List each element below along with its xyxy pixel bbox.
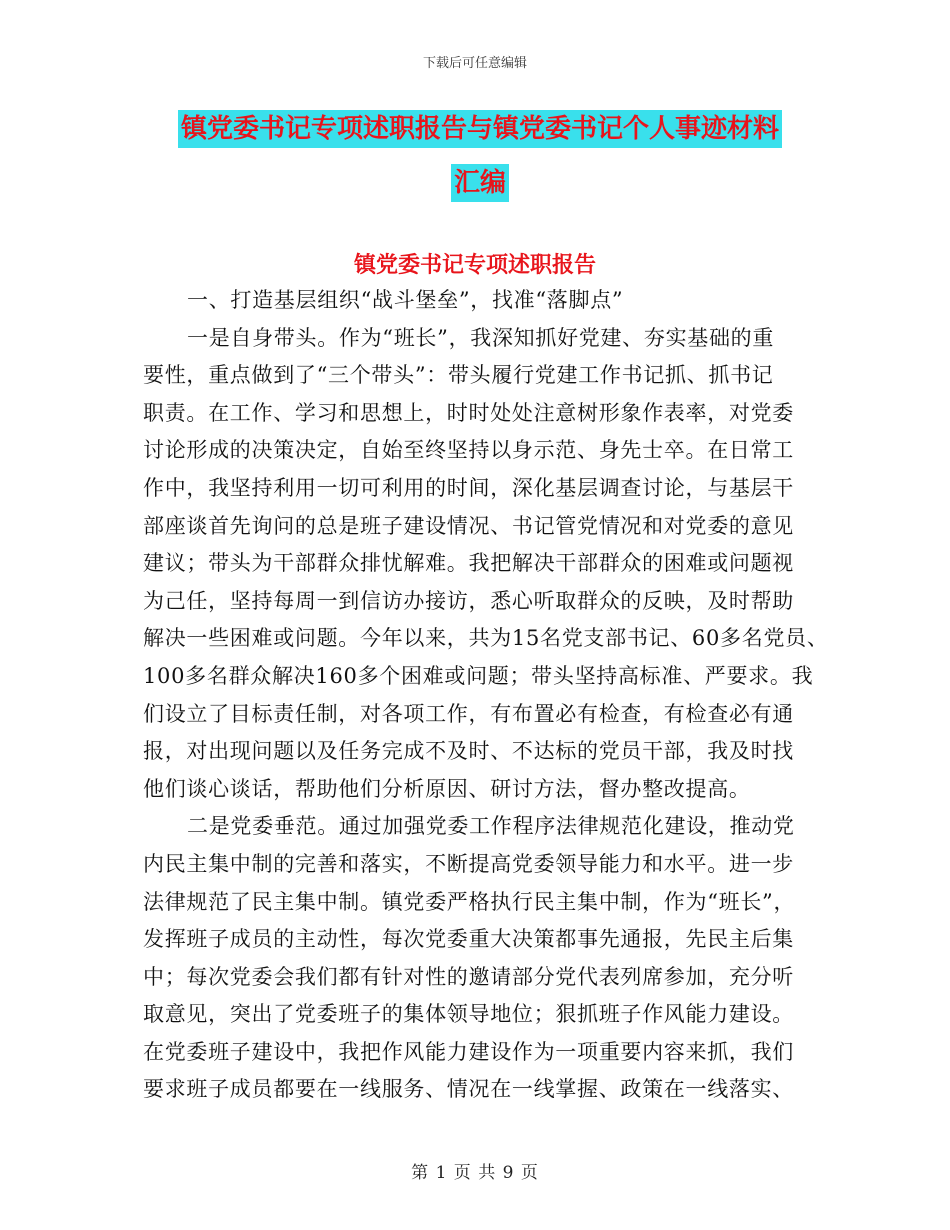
page-number-footer: 第 1 页 共 9 页 [411,1163,539,1183]
paragraph-line: 讨论形成的决策决定，自始至终坚持以身示范、身先士卒。在日常工 [143,438,794,463]
paragraph-line: 他们谈心谈话，帮助他们分析原因、研讨方法，督办整改提高。 [143,776,751,801]
title-line-1: 镇党委书记专项述职报告与镇党委书记个人事迹材料 [178,110,782,148]
paragraph-line: 要求班子成员都要在一线服务、情况在一线掌握、政策在一线落实、 [143,1077,794,1102]
paragraph-line: 部座谈首先询问的总是班子建设情况、书记管党情况和对党委的意见 [143,513,794,538]
paragraph-line: 建议；带头为干部群众排忧解难。我把解决干部群众的困难或问题视 [143,551,794,576]
paragraph-line: 二是党委垂范。通过加强党委工作程序法律规范化建设，推动党 [187,814,795,839]
paragraph-line: 职责。在工作、学习和思想上，时时处处注意树形象作表率，对党委 [143,400,794,425]
header-note: 下载后可任意编辑 [422,56,527,71]
body-text [143,282,829,1109]
paragraph-line: 100多名群众解决160多个困难或问题；带头坚持高标准、严要求。我 [143,663,814,688]
paragraph-line: 内民主集中制的完善和落实，不断提高党委领导能力和水平。进一步 [143,851,794,876]
paragraph-line: 取意见，突出了党委班子的集体领导地位；狠抓班子作风能力建设。 [143,1002,794,1027]
paragraph-line: 发挥班子成员的主动性，每次党委重大决策都事先通报，先民主后集 [143,927,794,952]
paragraph-line: 在党委班子建设中，我把作风能力建设作为一项重要内容来抓，我们 [143,1039,794,1064]
paragraph-line: 们设立了目标责任制，对各项工作，有布置必有检查，有检查必有通 [143,701,794,726]
paragraph-line: 要性，重点做到了“三个带头”：带头履行党建工作书记抓、抓书记 [143,363,774,388]
section-title: 镇党委书记专项述职报告 [353,252,596,278]
paragraph-line: 报，对出现问题以及任务完成不及时、不达标的党员干部，我及时找 [143,739,794,764]
paragraph-line: 为己任，坚持每周一到信访办接访，悉心听取群众的反映，及时帮助 [143,588,794,613]
document-title [140,110,820,218]
paragraph-line: 解决一些困难或问题。今年以来，共为15名党支部书记、60多名党员、 [143,626,829,651]
paragraph-line: 作中，我坚持利用一切可利用的时间，深化基层调查讨论，与基层干 [143,475,794,500]
paragraph-line: 中；每次党委会我们都有针对性的邀请部分党代表列席参加，充分听 [143,964,794,989]
title-line-2: 汇编 [451,164,509,202]
paragraph-line: 法律规范了民主集中制。镇党委严格执行民主集中制，作为“班长”， [143,889,796,914]
paragraph-line: 一是自身带头。作为“班长”，我深知抓好党建、夯实基础的重 [187,325,775,350]
heading-line: 一、打造基层组织“战斗堡垒”，找准“落脚点” [187,288,624,312]
